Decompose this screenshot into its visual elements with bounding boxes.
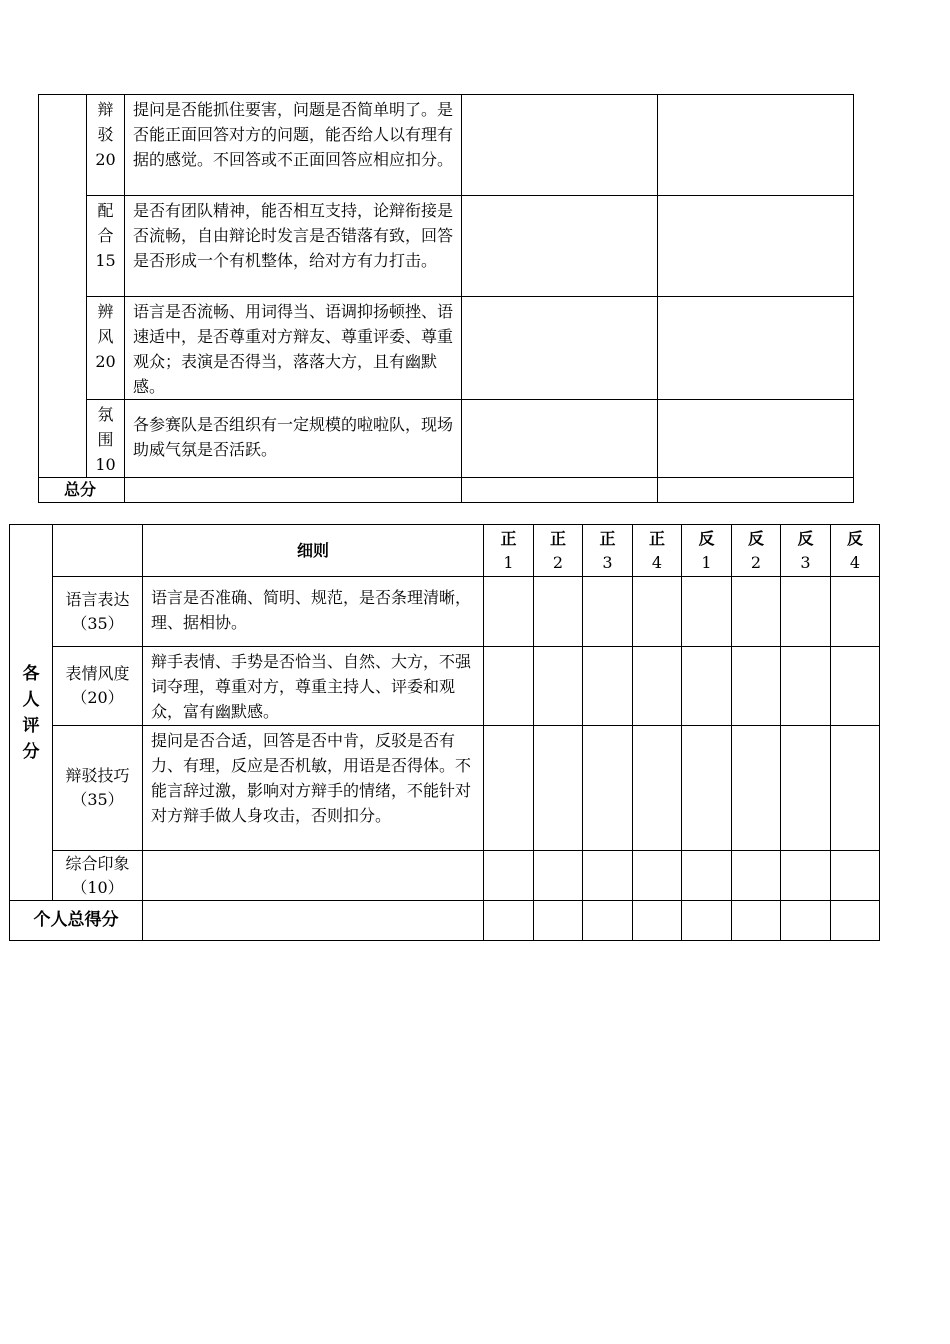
table-row xyxy=(10,851,880,901)
score-cell[interactable] xyxy=(633,901,682,941)
score-cell[interactable] xyxy=(658,478,854,503)
team-header: 反 2 xyxy=(732,525,781,577)
score-cell[interactable] xyxy=(831,726,880,851)
score-cell[interactable] xyxy=(781,901,831,941)
criterion-label: 辩 驳 20 xyxy=(87,95,125,196)
score-cell[interactable] xyxy=(633,851,682,901)
criterion-description: 各参赛队是否组织有一定规模的啦啦队，现场助威气氛是否活跃。 xyxy=(125,400,462,478)
score-cell[interactable] xyxy=(831,851,880,901)
score-cell[interactable] xyxy=(781,726,831,851)
score-cell[interactable] xyxy=(583,901,633,941)
score-cell[interactable] xyxy=(534,726,583,851)
criterion-label: 氛 围 10 xyxy=(87,400,125,478)
score-cell[interactable] xyxy=(583,726,633,851)
score-cell[interactable] xyxy=(633,726,682,851)
rule-description xyxy=(143,851,484,901)
team-header: 反 4 xyxy=(831,525,880,577)
score-cell[interactable] xyxy=(484,851,534,901)
score-cell[interactable] xyxy=(462,297,658,400)
total-label: 总分 xyxy=(39,478,125,503)
score-cell[interactable] xyxy=(831,901,880,941)
score-cell[interactable] xyxy=(484,577,534,647)
rule-description: 语言是否准确、简明、规范，是否条理清晰，理、据相协。 xyxy=(143,577,484,647)
score-cell[interactable] xyxy=(462,95,658,196)
score-cell[interactable] xyxy=(831,577,880,647)
score-cell[interactable] xyxy=(682,726,732,851)
score-cell[interactable] xyxy=(143,901,484,941)
score-cell[interactable] xyxy=(682,901,732,941)
table-row xyxy=(39,400,854,478)
score-cell[interactable] xyxy=(682,577,732,647)
criterion-label: 配 合 15 xyxy=(87,196,125,297)
header-row xyxy=(10,525,880,577)
score-cell[interactable] xyxy=(781,647,831,726)
score-cell[interactable] xyxy=(462,478,658,503)
table-row xyxy=(10,647,880,726)
score-cell[interactable] xyxy=(831,647,880,726)
score-cell[interactable] xyxy=(462,400,658,478)
individual-scoring-table xyxy=(9,524,880,941)
score-cell[interactable] xyxy=(732,647,781,726)
score-cell[interactable] xyxy=(583,851,633,901)
team-header: 正 2 xyxy=(534,525,583,577)
score-cell[interactable] xyxy=(534,577,583,647)
score-cell[interactable] xyxy=(462,196,658,297)
criterion-description: 提问是否能抓住要害，问题是否简单明了。是否能正面回答对方的问题，能否给人以有理有据的感觉。不回答或不正面回答应相应扣分。 xyxy=(125,95,462,196)
score-cell[interactable] xyxy=(484,726,534,851)
category-label: 语言表达（35） xyxy=(53,577,143,647)
score-cell[interactable] xyxy=(484,901,534,941)
score-cell[interactable] xyxy=(534,851,583,901)
score-cell[interactable] xyxy=(781,851,831,901)
team-header: 反 1 xyxy=(682,525,732,577)
team-header: 正 4 xyxy=(633,525,682,577)
score-cell[interactable] xyxy=(658,400,854,478)
team-header: 正 1 xyxy=(484,525,534,577)
rule-description: 辩手表情、手势是否恰当、自然、大方，不强词夺理，尊重对方，尊重主持人、评委和观众，富有幽默感。 xyxy=(143,647,484,726)
rule-description: 提问是否合适，回答是否中肯，反驳是否有力、有理，反应是否机敏，用语是否得体。不能言辞过激，影响对方辩手的情绪，不能针对对方辩手做人身攻击，否则扣分。 xyxy=(143,726,484,851)
team-scoring-table xyxy=(38,94,854,503)
criterion-description: 是否有团队精神，能否相互支持，论辩衔接是否流畅，自由辩论时发言是否错落有致，回答是否形成一个有机整体，给对方有力打击。 xyxy=(125,196,462,297)
score-cell[interactable] xyxy=(633,647,682,726)
category-label: 表情风度（20） xyxy=(53,647,143,726)
total-label: 个人总得分 xyxy=(10,901,143,941)
score-cell[interactable] xyxy=(658,95,854,196)
score-cell[interactable] xyxy=(534,647,583,726)
score-cell[interactable] xyxy=(682,851,732,901)
score-cell[interactable] xyxy=(682,647,732,726)
score-cell[interactable] xyxy=(732,851,781,901)
score-cell[interactable] xyxy=(534,901,583,941)
score-cell[interactable] xyxy=(781,577,831,647)
score-cell[interactable] xyxy=(125,478,462,503)
blank-header-cell xyxy=(53,525,143,577)
score-cell[interactable] xyxy=(583,647,633,726)
table-row xyxy=(10,577,880,647)
group-label: 各人评分 xyxy=(10,525,53,901)
table-row xyxy=(39,196,854,297)
table-row xyxy=(39,297,854,400)
rule-header: 细则 xyxy=(143,525,484,577)
table-row xyxy=(39,95,854,196)
category-label: 辩驳技巧（35） xyxy=(53,726,143,851)
score-cell[interactable] xyxy=(633,577,682,647)
table-row xyxy=(10,726,880,851)
total-row xyxy=(10,901,880,941)
score-cell[interactable] xyxy=(484,647,534,726)
blank-cell xyxy=(39,95,87,478)
score-cell[interactable] xyxy=(732,577,781,647)
score-cell[interactable] xyxy=(732,901,781,941)
category-label: 综合印象（10） xyxy=(53,851,143,901)
team-header: 正 3 xyxy=(583,525,633,577)
criterion-label: 辨 风 20 xyxy=(87,297,125,400)
team-header: 反 3 xyxy=(781,525,831,577)
score-cell[interactable] xyxy=(583,577,633,647)
score-cell[interactable] xyxy=(732,726,781,851)
score-cell[interactable] xyxy=(658,196,854,297)
criterion-description: 语言是否流畅、用词得当、语调抑扬顿挫、语速适中，是否尊重对方辩友、尊重评委、尊重观众；表演是否得当，落落大方，且有幽默感。 xyxy=(125,297,462,400)
total-row xyxy=(39,478,854,503)
score-cell[interactable] xyxy=(658,297,854,400)
